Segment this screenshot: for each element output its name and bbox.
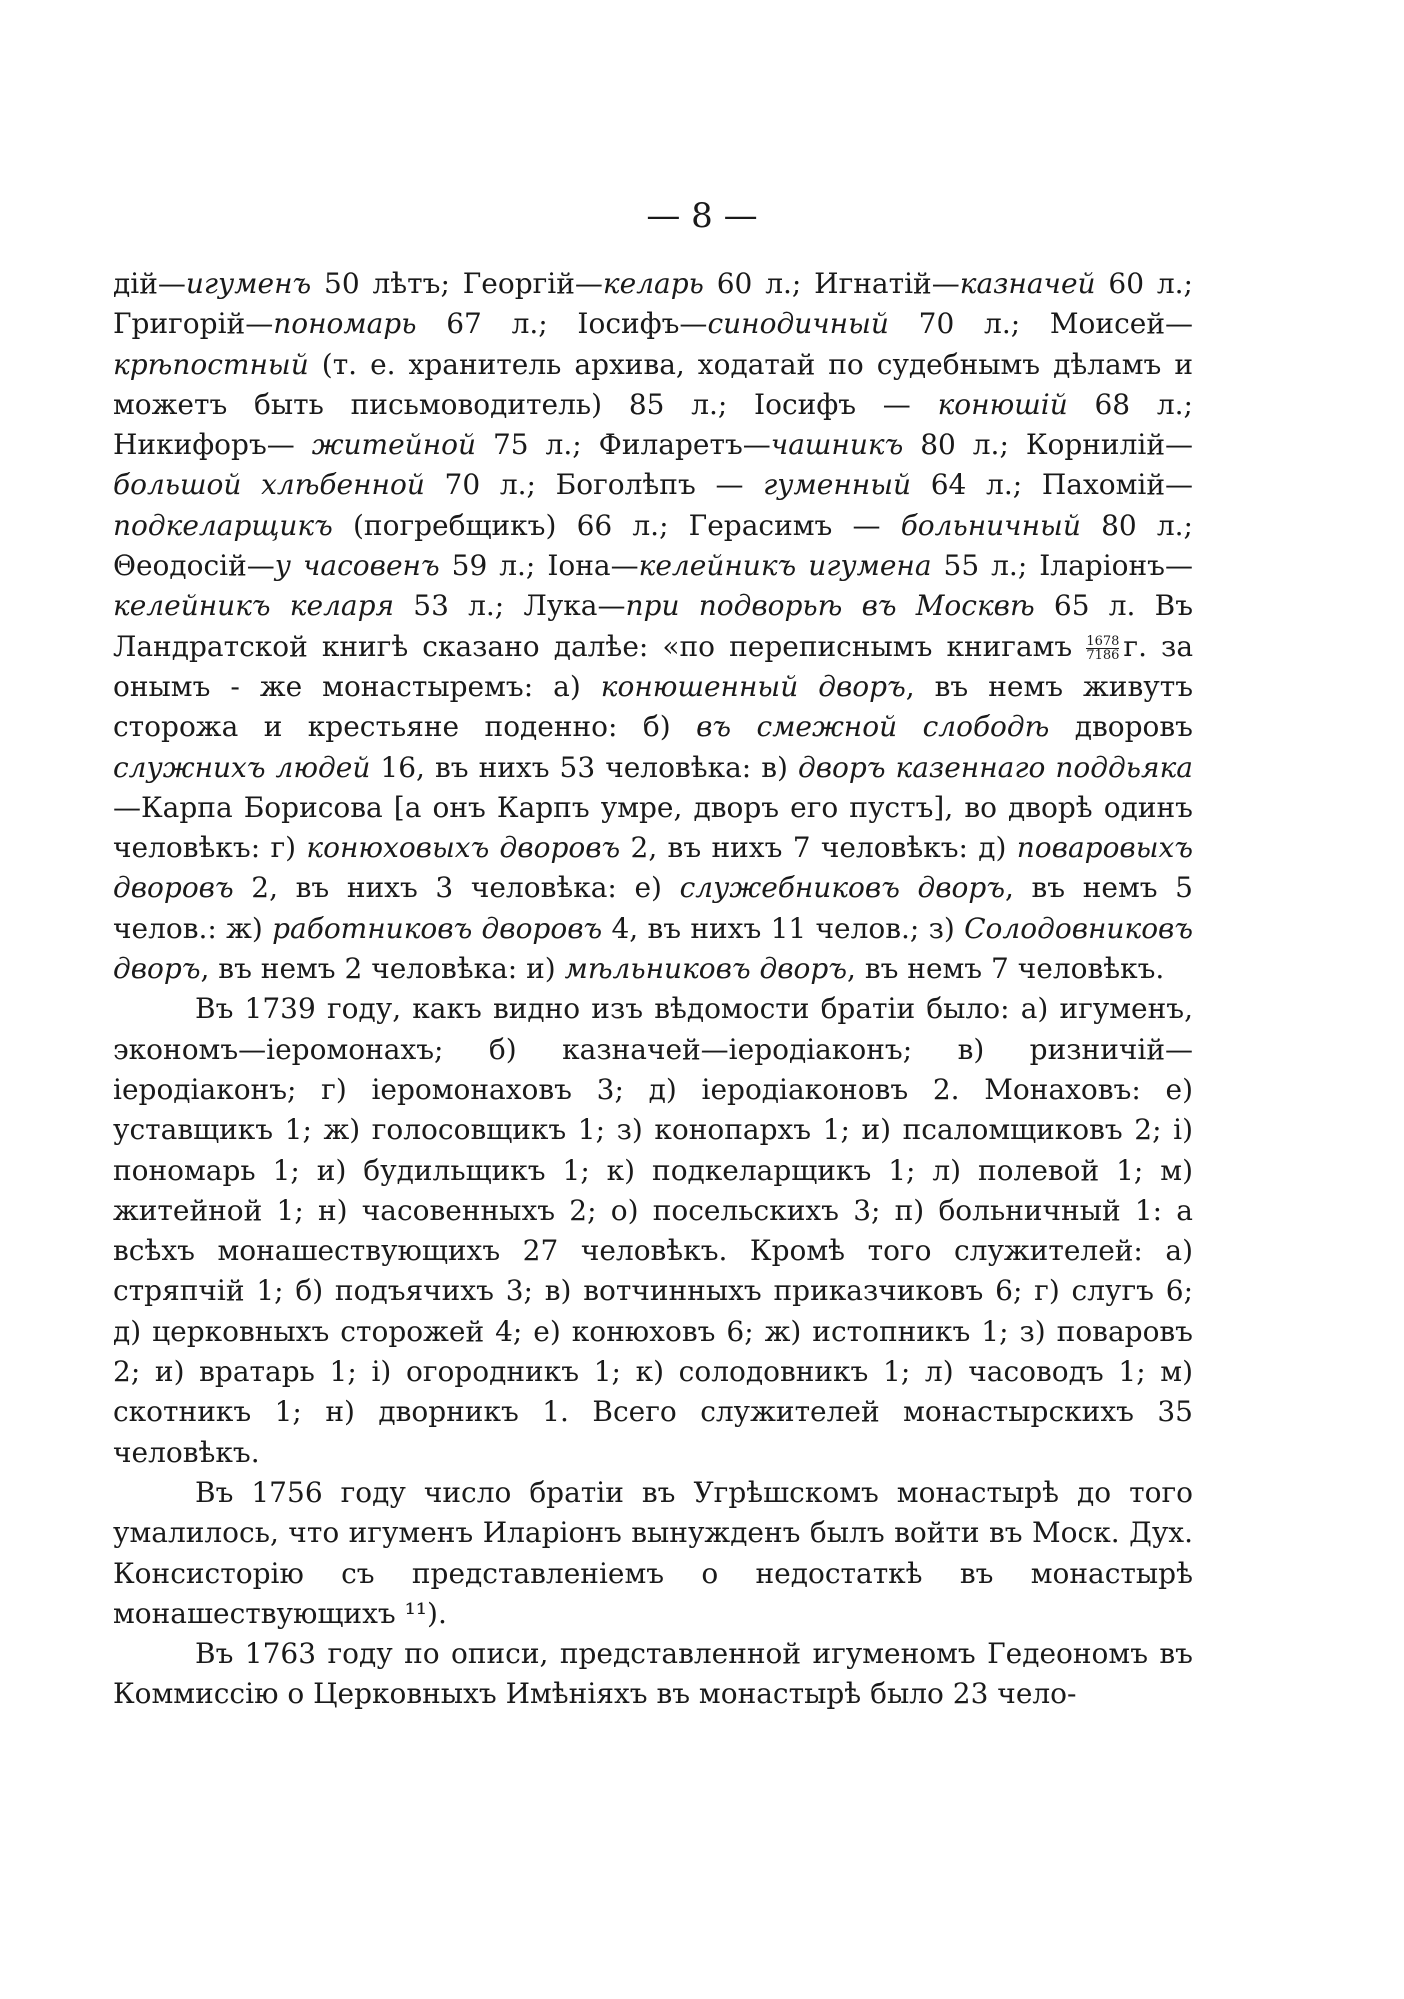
italic-term: келейникъ келаря	[113, 589, 395, 623]
text-run: 2, въ нихъ 3 человѣка: е)	[233, 871, 680, 905]
text-run: , въ немъ 5 челов.: ж)	[113, 871, 1193, 945]
text-run: 80 л.; Корнилій—	[903, 428, 1193, 462]
text-run: 53 л.; Лука—	[394, 589, 626, 623]
text-run: (т. е. хранитель архива, ходатай по судебнымъ дѣламъ и можетъ быть письмоводитель) 85 л.; Іосифъ —	[113, 347, 1193, 421]
text-run: дворовъ	[1049, 710, 1193, 744]
italic-term: чашникъ	[770, 428, 904, 462]
italic-term: казначей	[959, 267, 1096, 300]
text-run: Въ 1756 году число братіи въ Угрѣшскомъ монастырѣ до того умалилось, что игуменъ Иларіонъ вынужденъ былъ войти въ Моск. Дух. Консисторію съ представленіемъ о недостаткѣ въ монастырѣ монашествующихъ ¹¹).	[113, 1475, 1193, 1630]
text-run: 80 л.; Θеодосій—	[113, 508, 1193, 583]
paragraph	[113, 264, 1193, 989]
text-run: 2, въ нихъ 7 человѣкъ: д)	[620, 831, 1017, 865]
italic-term: служебниковъ дворъ	[679, 871, 1005, 905]
italic-term: больничный	[900, 508, 1081, 542]
italic-term: подкеларщикъ	[113, 508, 333, 542]
text-run: 64 л.; Пахомій—	[911, 468, 1193, 502]
italic-term: келейникъ игумена	[638, 549, 932, 583]
text-run: 75 л.; Филаретъ—	[476, 428, 771, 462]
page-number: — 8 —	[646, 196, 758, 236]
text-run: Въ 1763 году по описи, представленной игуменомъ Гедеономъ въ Коммиссію о Церковныхъ Имѣніяхъ въ монастырѣ было 23 чело-	[113, 1637, 1193, 1711]
paragraph	[113, 989, 1193, 1473]
text-run: 70 л.; Боголѣпъ —	[424, 468, 764, 502]
text-run: 59 л.; Іона—	[439, 549, 639, 583]
text-run: , въ немъ 7 человѣкъ.	[847, 952, 1165, 986]
italic-term: Солодовниковъ дворъ	[113, 911, 1194, 986]
italic-term: житейной	[311, 428, 477, 462]
italic-term: конюховыхъ дворовъ	[306, 831, 621, 865]
italic-term: въ смежной слободѣ	[696, 710, 1050, 744]
italic-term: у часовенъ	[274, 549, 440, 583]
italic-term: конюшій	[937, 387, 1068, 421]
fraction-numerator: 1678	[1086, 633, 1120, 649]
text-run: Въ 1739 году, какъ видно изъ вѣдомости братіи было: а) игуменъ, экономъ—іеромонахъ; б) казначей—іеродіаконъ; в) ризничій—іеродіаконъ; г) іеромонаховъ 3; д) іеродіаконовъ 2. Монаховъ: е) уставщикъ 1; ж) голосовщикъ 1; з) конопархъ 1; и) псаломщиковъ 2; і) пономарь 1; и) будильщикъ 1; к) подкеларщикъ 1; л) полевой 1; м) житейной 1; н) часовенныхъ 2; о) посельскихъ 3; п) больничный 1: а всѣхъ монашествующихъ 27 человѣкъ. Кромѣ того служителей: а) стряпчій 1; б) подъячихъ 3; в) вотчинныхъ приказчиковъ 6; г) слугъ 6; д) церковныхъ сторожей 4; е) конюховъ 6; ж) истопникъ 1; з) поваровъ 2; и) вратарь 1; і) огородникъ 1; к) солодовникъ 1; л) часоводъ 1; м) скотникъ 1; н) дворникъ 1. Всего служителей монастырскихъ 35 человѣкъ.	[113, 992, 1193, 1469]
year-fraction	[1086, 635, 1119, 662]
italic-term: пономарь	[273, 307, 417, 341]
text-run: 16, въ нихъ 53 человѣка: в)	[370, 750, 798, 784]
text-run: , въ немъ живутъ сторожа и крестьяне поденно: б)	[113, 669, 1194, 744]
paragraph	[113, 1634, 1193, 1715]
body-text	[113, 264, 1193, 1715]
text-run: 50 лѣтъ; Георгій—	[311, 267, 603, 300]
text-run: 70 л.; Моисей—	[888, 307, 1193, 341]
text-run: 60 л.; Григорій—	[113, 267, 1193, 341]
text-run: дій—	[113, 267, 186, 300]
italic-term: работниковъ дворовъ	[272, 911, 603, 945]
italic-term: синодичный	[707, 307, 889, 341]
paragraph	[113, 1473, 1193, 1634]
text-run: 65 л. Въ Ландратской книгѣ сказано далѣе: «по переписнымъ книгамъ	[113, 589, 1194, 663]
italic-term: игуменъ	[185, 267, 312, 300]
italic-term: конюшенный дворъ	[600, 669, 906, 703]
italic-term: большой хлѣбенной	[113, 468, 425, 502]
italic-term: гуменный	[763, 468, 912, 502]
text-run: 4, въ нихъ 11 челов.; з)	[602, 911, 965, 945]
italic-term: мѣльниковъ дворъ	[564, 952, 848, 986]
text-run: , въ немъ 2 человѣка: и)	[200, 952, 565, 986]
text-run: 68 л.; Никифоръ—	[113, 387, 1193, 462]
text-run: —Карпа Борисова [а онъ Карпъ умре, дворъ его пустъ], во дворѣ одинъ человѣкъ: г)	[113, 790, 1193, 865]
text-run: 60 л.; Игнатій—	[703, 267, 960, 300]
italic-term: келарь	[602, 267, 704, 300]
text-run: 67 л.; Іосифъ—	[416, 307, 708, 341]
italic-term: крѣпостный	[113, 347, 309, 381]
italic-term: при подворьѣ въ Москвѣ	[625, 589, 1035, 623]
italic-term: дворъ казеннаго поддьяка	[798, 750, 1193, 784]
fraction-denominator: 7186	[1086, 647, 1120, 663]
text-run: 55 л.; Іларіонъ—	[931, 549, 1193, 583]
text-run: г. за онымъ - же монастыремъ: а)	[113, 629, 1194, 703]
italic-term: служнихъ людей	[113, 750, 371, 784]
italic-term: поваровыхъ дворовъ	[113, 831, 1193, 905]
text-run: (погребщикъ) 66 л.; Герасимъ —	[332, 508, 901, 542]
